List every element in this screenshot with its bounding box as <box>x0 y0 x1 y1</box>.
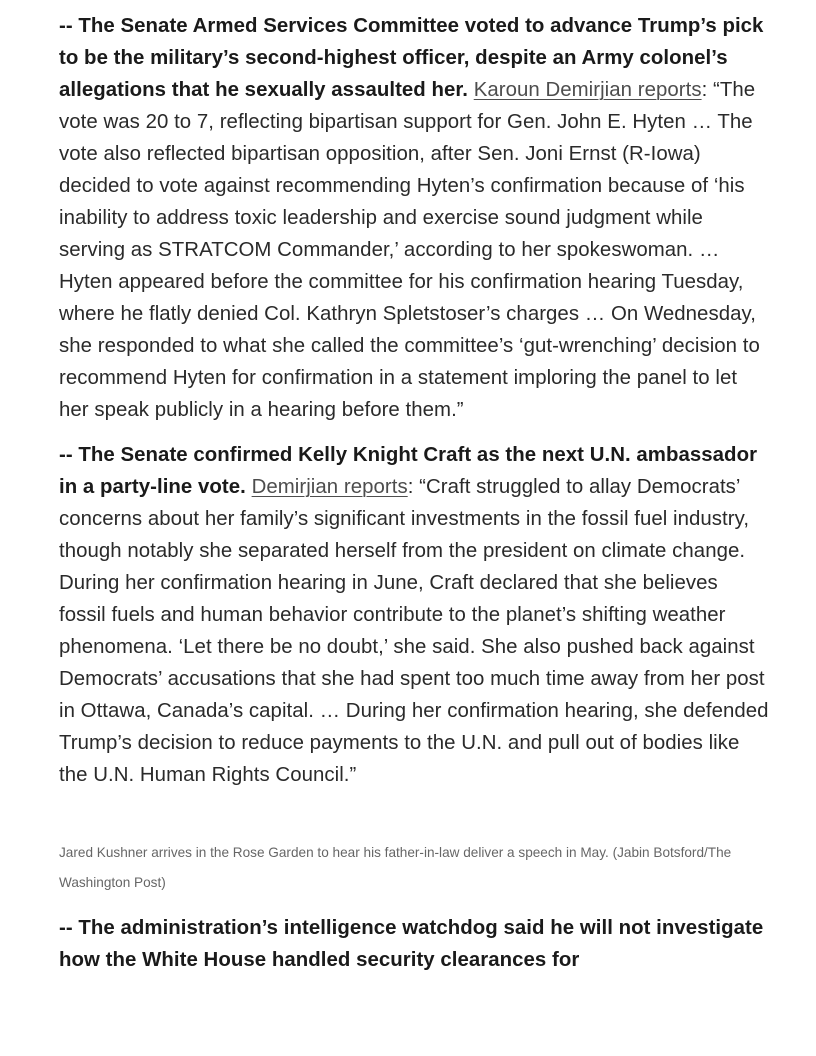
story-headline: -- The administration’s intelligence watchdog said he will not investigate how the White House handled security clearances for <box>59 917 764 971</box>
demirjian-reports-link[interactable]: Demirjian reports <box>251 476 408 498</box>
story-headline: -- The Senate Armed Services Committee voted to advance Trump’s pick to be the military’s second-highest officer, despite an Army colonel’s allegations that he sexually assaulted her. <box>59 15 764 101</box>
story-craft-confirmation <box>59 439 769 791</box>
photo-caption-block <box>59 838 769 898</box>
story-senate-armed-services <box>59 10 769 426</box>
karoun-demirjian-reports-link[interactable]: Karoun Demirjian reports <box>473 79 702 101</box>
story-quote: : “The vote was 20 to 7, reflecting bipartisan support for Gen. John E. Hyten … The vote also reflected bipartisan opposition, after Sen. Joni Ernst (R-Iowa) decided to vote against recommending Hyten’s confirmation because of ‘his inability to address toxic leadership and exercise sound judgment while serving as STRATCOM Commander,’ according to her spokeswoman. … Hyten appeared before the committee for his confirmation hearing Tuesday, where he flatly denied Col. Kathryn Spletstoser’s charges … On Wednesday, she responded to what she called the committee’s ‘gut-wrenching’ decision to recommend Hyten for confirmation in a statement imploring the panel to let her speak publicly in a hearing before them.” <box>59 79 760 421</box>
photo-caption: Jared Kushner arrives in the Rose Garden to hear his father-in-law deliver a speech in May. (Jabin Botsford/The Washington Post) <box>59 845 732 890</box>
story-quote: : “Craft struggled to allay Democrats’ concerns about her family’s significant investments in the fossil fuel industry, though notably she separated herself from the president on climate change. During her confirmation hearing in June, Craft declared that she believes fossil fuels and human behavior contribute to the planet’s shifting weather phenomena. ‘Let there be no doubt,’ she said. She also pushed back against Democrats’ accusations that she had spent too much time away from her post in Ottawa, Canada’s capital. … During her confirmation hearing, she defended Trump’s decision to reduce payments to the U.N. and pull out of bodies like the U.N. Human Rights Council.” <box>59 476 769 786</box>
story-headline: -- The Senate confirmed Kelly Knight Craft as the next U.N. ambassador in a party-line vote. <box>59 444 758 498</box>
article-body <box>59 10 769 976</box>
story-intelligence-watchdog <box>59 912 769 976</box>
